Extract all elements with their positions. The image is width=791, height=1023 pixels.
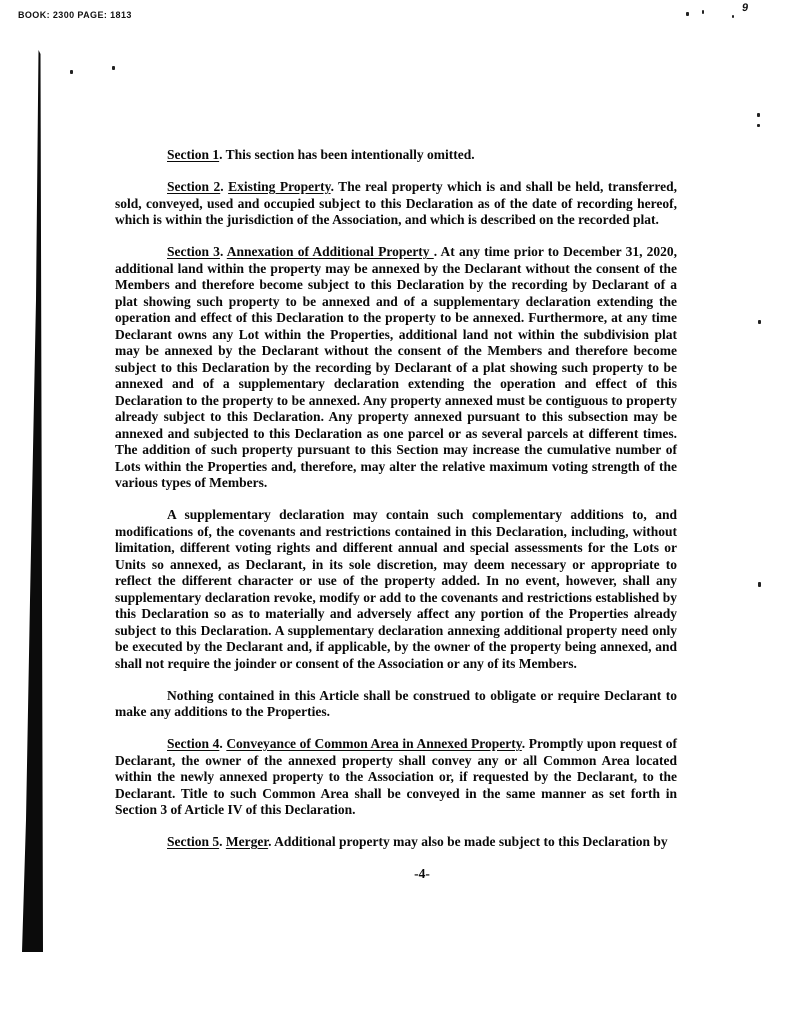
section-2-text: . The real property which is and shall be held, transferred, sold, conveyed, used and occupied subject to this Declaration as of the date of recording hereof, which is within the jurisdiction of the Association, and which is described on the recorded plat. [115, 179, 677, 227]
section-5-text: . Additional property may also be made subject to this Declaration by [268, 834, 668, 849]
section-1-text: . This section has been intentionally omitted. [219, 147, 475, 162]
section-2-title: Existing Property [228, 179, 331, 194]
section-2-heading: Section 2 [167, 179, 221, 194]
separator-text: . [219, 834, 226, 849]
scan-speck [702, 10, 704, 14]
paragraph-section-2 [115, 179, 677, 229]
binding-shadow-bar [0, 0, 50, 1023]
section-3-heading: Section 3 [167, 244, 220, 259]
separator-text: . [219, 736, 227, 751]
scan-speck [112, 66, 115, 70]
section-1-heading: Section 1 [167, 147, 220, 162]
corner-scan-mark: 9 [741, 2, 749, 14]
scan-speck [758, 320, 761, 324]
section-3-text: . At any time prior to December 31, 2020, additional land within the property may be annexed by the Declarant without the consent of the Members and therefore become subject to this Declaration by the recording by Declarant of a plat showing such property to be annexed and of a supplementary declaration extending the operation and effect of this Declaration to the property to be annexed. Furthermore, at any time Declarant owns any Lot within the Properties, additional land not within the subdivision plat may be annexed by the Declarant without the consent of the Members and therefore become subject to this Declaration by the recording by Declarant of a plat showing such property to be annexed and of a supplementary declaration extending the operation and effect of this Declaration to the property to be annexed. Any property annexed must be contiguous to property already subject to this Declaration. Any property annexed pursuant to this subsection may be annexed and subjected to this Declaration as one parcel or as several parcels at different times. The addition of such property pursuant to this Section may increase the cumulative number of Lots within the Properties and, therefore, may alter the relative maximum voting strength of the various types of Members. [115, 244, 677, 490]
paragraph-supplementary-declaration [115, 507, 677, 672]
scan-speck [70, 70, 73, 74]
book-page-stamp: BOOK: 2300 PAGE: 1813 [18, 10, 132, 20]
scan-speck [757, 113, 760, 117]
paragraph-no-obligation [115, 688, 677, 721]
supplementary-declaration-text: A supplementary declaration may contain such complementary additions to, and modifications of, the covenants and restrictions contained in this Declaration, including, without limitation, different voting rights and different annual and special assessments for the Lots or Units so annexed, as Declarant, in its sole discretion, may deem necessary or appropriate to reflect the different character or use of the property added. In no event, however, shall any supplementary declaration revoke, modify or add to the covenants and restrictions established by this Declaration so as to materially and adversely affect any portion of the Properties already subject to this Declaration. A supplementary declaration annexing additional property need only be executed by the Declarant and, if applicable, by the owner of the property being annexed, and shall not require the joinder or consent of the Association or any of its Members. [115, 507, 677, 671]
paragraph-section-5 [115, 834, 677, 851]
section-5-heading: Section 5 [167, 834, 220, 849]
page-number: -4- [414, 866, 430, 881]
scan-speck [686, 12, 689, 16]
scan-speck [757, 124, 760, 127]
separator-text: . [219, 244, 227, 259]
document-body [115, 147, 677, 898]
separator-text: . [220, 179, 229, 194]
section-5-title: Merger [225, 834, 269, 849]
scan-speck [732, 15, 734, 18]
no-obligation-text: Nothing contained in this Article shall be construed to obligate or require Declarant to make any additions to the Properties. [115, 687, 677, 719]
paragraph-section-3 [115, 244, 677, 492]
paragraph-section-1 [115, 147, 677, 164]
scan-speck [758, 582, 761, 587]
section-4-heading: Section 4 [167, 736, 220, 751]
paragraph-section-4 [115, 736, 677, 819]
section-4-title: Conveyance of Common Area in Annexed Property [226, 736, 522, 751]
section-3-title: Annexation of Additional Property [226, 244, 434, 259]
section-4-text: . Promptly upon request of Declarant, the owner of the annexed property shall convey any or all Common Area located within the newly annexed property to the Association or, if requested by the Declarant, to the Declarant. Title to such Common Area shall be conveyed in the same manner as set forth in Section 3 of Article IV of this Declaration. [115, 736, 678, 817]
